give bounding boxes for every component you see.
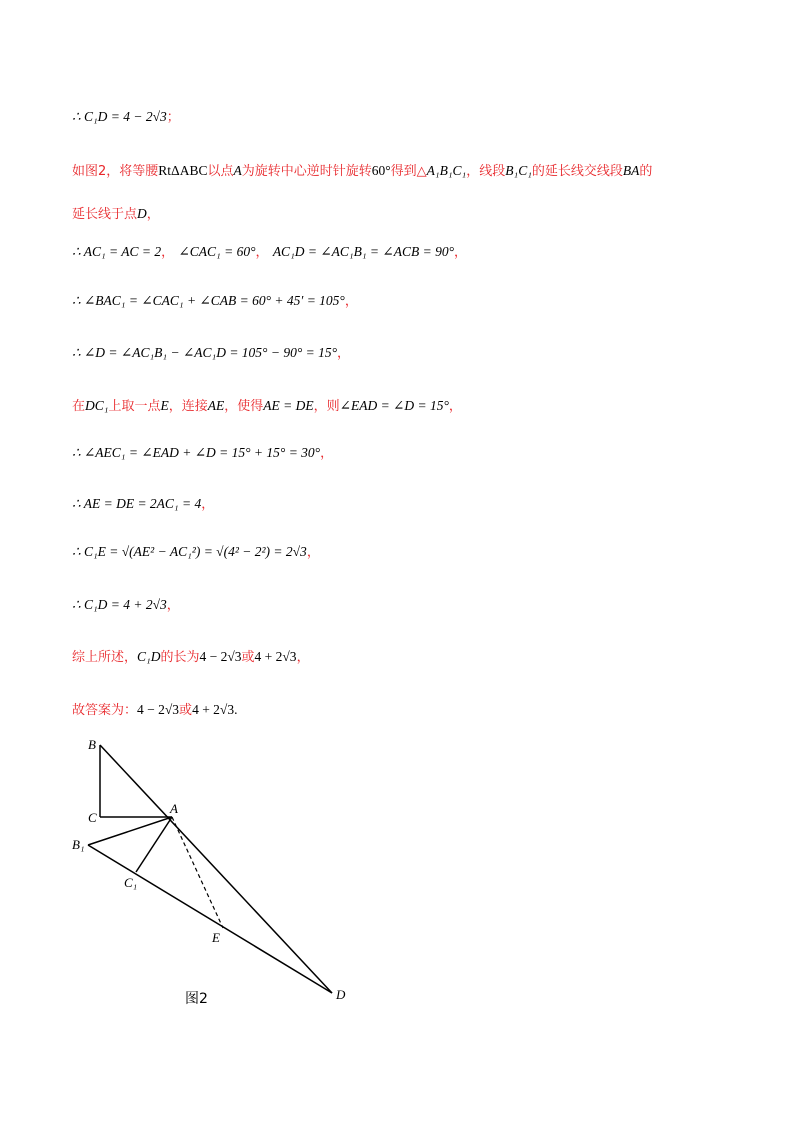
- text-segment: ，: [146, 207, 160, 222]
- segment-AB1: [88, 817, 172, 845]
- solution-line-1: [72, 108, 180, 127]
- math-expression: BA: [622, 163, 640, 178]
- text-segment: 或: [179, 703, 193, 718]
- math-expression: ∠CAC₁ = 60°: [178, 244, 256, 259]
- figure-caption: 图2: [185, 991, 208, 1007]
- math-expression: ∴ ∠BAC₁ = ∠CAC₁ + ∠CAB = 60° + 45′ = 105°: [72, 293, 345, 308]
- solution-line-8: [72, 444, 333, 463]
- punctuation: ，: [344, 294, 358, 309]
- geometry-figure: [60, 725, 360, 1014]
- label-A: A: [170, 801, 178, 816]
- solution-line-9: [72, 495, 214, 514]
- math-expression: B₁C₁: [505, 163, 532, 178]
- math-expression: ∴ AE = DE = 2AC₁ = 4: [72, 496, 202, 511]
- math-expression: E: [160, 398, 169, 413]
- math-expression: C₁D: [137, 649, 161, 664]
- solution-line-2: [72, 162, 652, 181]
- math-expression: D: [137, 206, 147, 221]
- label-B1: B₁: [72, 837, 85, 852]
- solution-line-7: [72, 397, 462, 416]
- math-expression: ∴ C₁D = 4 + 2√3: [72, 597, 167, 612]
- punctuation: ，: [336, 346, 350, 361]
- math-expression: A: [233, 163, 242, 178]
- punctuation: ，: [161, 245, 175, 260]
- punctuation: ，: [306, 545, 320, 560]
- math-expression: ∴ ∠AEC₁ = ∠EAD + ∠D = 15° + 15° = 30°: [72, 445, 321, 460]
- segment-AC1: [136, 817, 172, 872]
- punctuation: .: [234, 702, 238, 717]
- solution-line-4: [72, 243, 467, 262]
- punctuation: ；: [166, 110, 180, 125]
- math-expression: 60°: [371, 163, 391, 178]
- text-segment: 以点: [207, 164, 234, 179]
- punctuation: ，: [255, 245, 269, 260]
- punctuation: ，: [201, 497, 215, 512]
- label-B: B: [88, 737, 96, 752]
- text-segment: 综上所述，: [72, 650, 138, 665]
- solution-line-11: [72, 596, 180, 615]
- punctuation: ，: [454, 245, 468, 260]
- text-segment: 为旋转中心逆时针旋转: [241, 164, 372, 179]
- math-expression: ∴ C₁E = √(AE² − AC₁²) = √(4² − 2²) = 2√3: [72, 544, 307, 559]
- text-segment: 上取一点: [108, 399, 161, 414]
- text-segment: 的延长线交线段: [531, 164, 623, 179]
- text-segment: ，则: [313, 399, 340, 414]
- math-expression: AE: [207, 398, 225, 413]
- segment-B1D: [88, 845, 332, 993]
- math-expression: ∴ AC₁ = AC = 2: [72, 244, 162, 259]
- solution-line-10: [72, 543, 320, 562]
- math-expression: RtΔABC: [158, 163, 208, 178]
- text-segment: ，: [296, 650, 310, 665]
- solution-line-12: [72, 648, 310, 667]
- solution-line-3: [72, 205, 160, 224]
- text-segment: 在: [72, 399, 86, 414]
- math-expression: AC₁D = ∠AC₁B₁ = ∠ACB = 90°: [272, 244, 454, 259]
- label-E: E: [212, 930, 220, 945]
- text-segment: 或: [241, 650, 255, 665]
- math-expression: AE = DE: [263, 398, 314, 413]
- text-segment: ，线段: [466, 164, 506, 179]
- label-C: C: [88, 810, 97, 825]
- solution-line-13: [72, 701, 237, 720]
- label-C1: C₁: [124, 875, 138, 890]
- math-expression: DC₁: [85, 398, 109, 413]
- solution-line-6: [72, 344, 350, 363]
- punctuation: ，: [320, 446, 334, 461]
- text-segment: 的长为: [160, 650, 200, 665]
- math-expression: 4 − 2√3: [137, 702, 180, 717]
- label-D: D: [336, 987, 346, 1002]
- punctuation: ，: [166, 598, 180, 613]
- text-segment: 的: [639, 164, 653, 179]
- text-segment: 延长线于点: [72, 207, 138, 222]
- math-expression: 4 + 2√3: [192, 702, 235, 717]
- math-expression: 4 + 2√3: [254, 649, 297, 664]
- math-expression: 4 − 2√3: [199, 649, 242, 664]
- math-expression: ∴ C₁D = 4 − 2√3: [72, 109, 167, 124]
- text-segment: ，使得: [224, 399, 264, 414]
- segment-BD: [100, 745, 332, 993]
- math-expression: ∴ ∠D = ∠AC₁B₁ − ∠AC₁D = 105° − 90° = 15°: [72, 345, 337, 360]
- text-segment: 故答案为：: [72, 703, 138, 718]
- text-segment: 得到△: [390, 164, 427, 179]
- figure-svg: [60, 725, 360, 1010]
- solution-line-5: [72, 292, 358, 311]
- math-expression: ∠EAD = ∠D = 15°: [339, 398, 449, 413]
- math-expression: A₁B₁C₁: [426, 163, 467, 178]
- text-segment: ，: [448, 399, 462, 414]
- text-segment: 如图2，将等腰: [72, 164, 159, 179]
- text-segment: ，连接: [168, 399, 208, 414]
